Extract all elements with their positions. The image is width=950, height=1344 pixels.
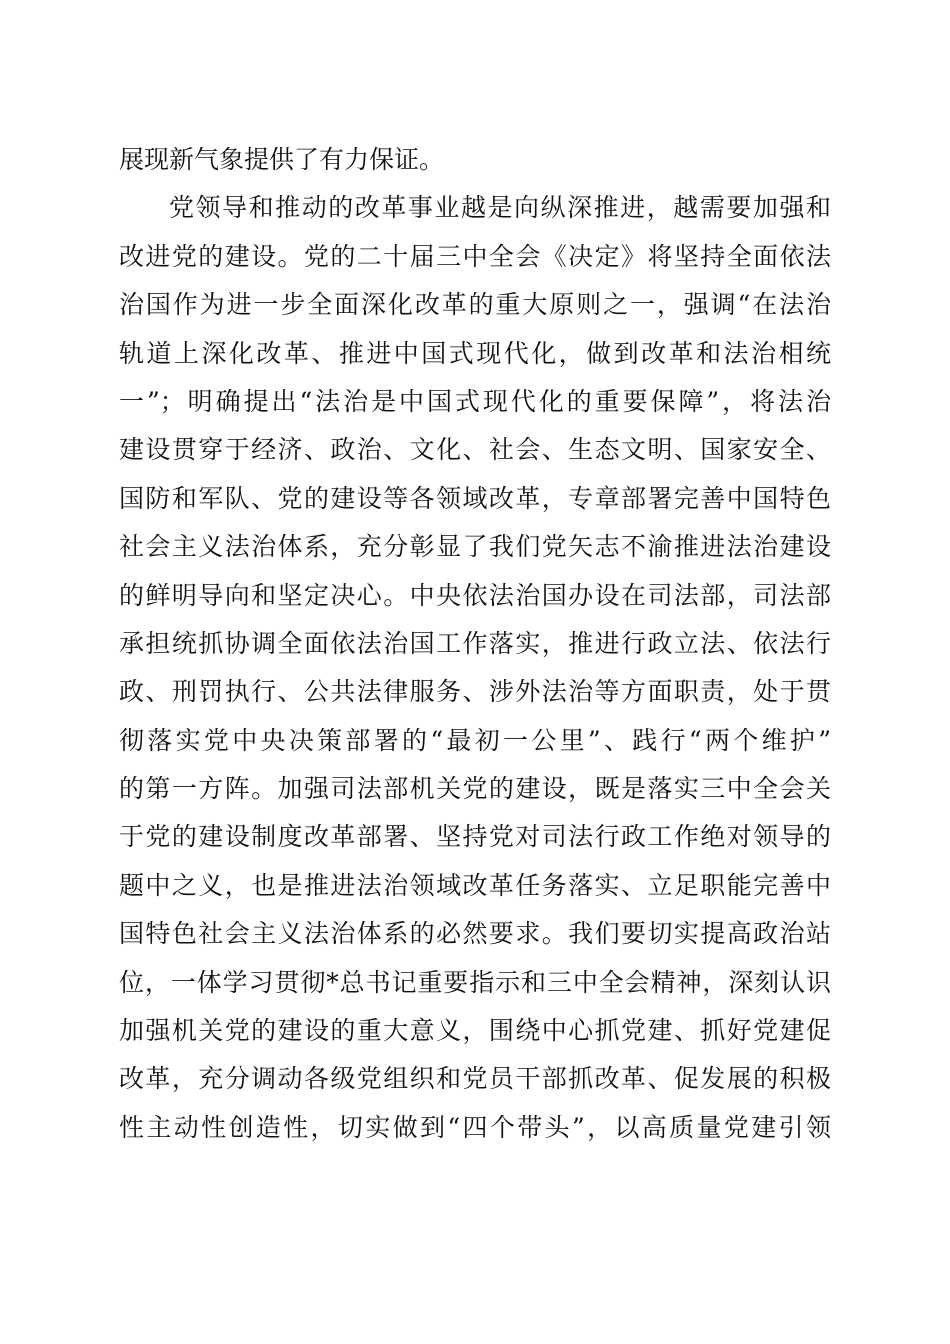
- text-line-18: 位，一体学习贯彻*总书记重要指示和三中全会精神，深刻认识: [119, 967, 831, 997]
- text-line-10: 的鲜明导向和坚定决心。中央依法治国办设在司法部，司法部: [119, 580, 831, 610]
- text-line-2: 党领导和推动的改革事业越是向纵深推进，越需要加强和: [169, 193, 831, 223]
- body-text: [119, 136, 831, 1152]
- text-line-6: 一”；明确提出“法治是中国式现代化的重要保障”，将法治: [119, 386, 831, 416]
- text-line-20: 改革，充分调动各级党组织和党员干部抓改革、促发展的积极: [119, 1064, 831, 1094]
- text-line-4: 治国作为进一步全面深化改革的重大原则之一，强调“在法治: [119, 290, 831, 320]
- text-line-19: 加强机关党的建设的重大意义，围绕中心抓党建、抓好党建促: [119, 1016, 831, 1046]
- text-line-7: 建设贯穿于经济、政治、文化、社会、生态文明、国家安全、: [119, 435, 831, 465]
- text-line-17: 国特色社会主义法治体系的必然要求。我们要切实提高政治站: [119, 919, 831, 949]
- text-line-14: 的第一方阵。加强司法部机关党的建设，既是落实三中全会关: [119, 774, 831, 804]
- text-line-5: 轨道上深化改革、推进中国式现代化，做到改革和法治相统: [119, 338, 831, 368]
- text-line-1: 展现新气象提供了有力保证。: [119, 145, 445, 174]
- text-line-13: 彻落实党中央决策部署的“最初一公里”、践行“两个维护”: [119, 725, 831, 755]
- text-line-21: 性主动性创造性，切实做到“四个带头”，以高质量党建引领: [119, 1112, 831, 1142]
- text-line-9: 社会主义法治体系，充分彰显了我们党矢志不渝推进法治建设: [119, 532, 831, 562]
- text-line-12: 政、刑罚执行、公共法律服务、涉外法治等方面职责，处于贯: [119, 677, 831, 707]
- text-line-11: 承担统抓协调全面依法治国工作落实，推进行政立法、依法行: [119, 628, 831, 658]
- text-line-8: 国防和军队、党的建设等各领域改革，专章部署完善中国特色: [119, 483, 831, 513]
- text-line-3: 改进党的建设。党的二十届三中全会《决定》将坚持全面依法: [119, 241, 831, 271]
- text-line-15: 于党的建设制度改革部署、坚持党对司法行政工作绝对领导的: [119, 822, 831, 852]
- text-line-16: 题中之义，也是推进法治领域改革任务落实、立足职能完善中: [119, 870, 831, 900]
